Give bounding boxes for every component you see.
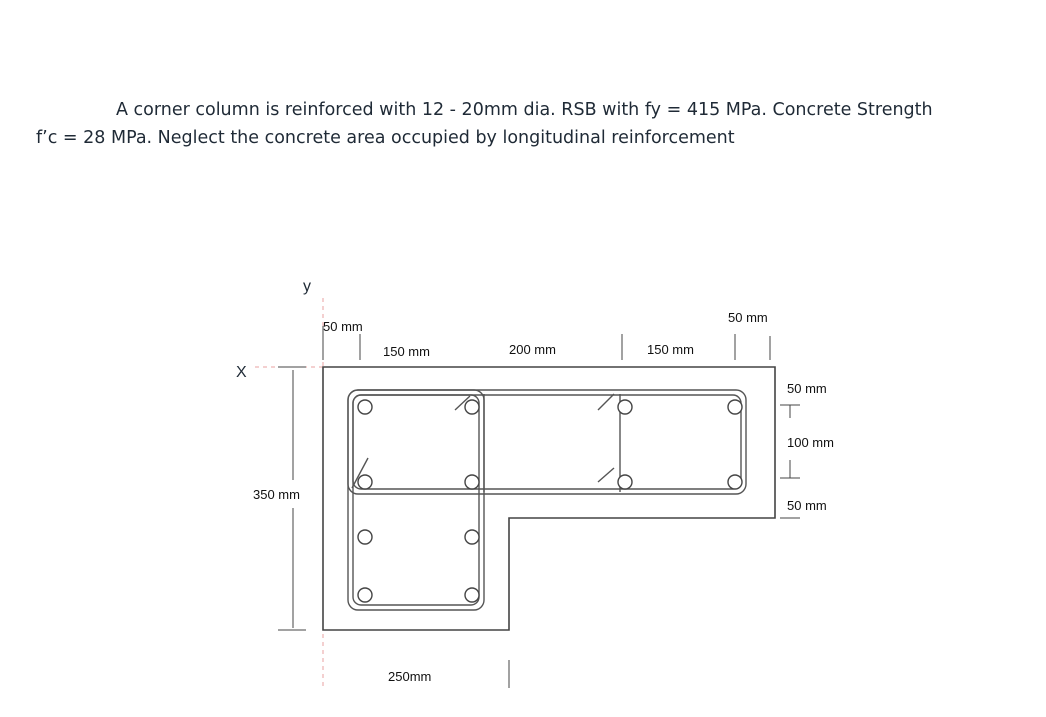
dim-top-right-50: 50 mm: [728, 310, 768, 325]
rebar: [358, 475, 372, 489]
concrete-outline: [323, 367, 775, 630]
dim-top-150-b: 150 mm: [647, 342, 694, 357]
rebar: [358, 400, 372, 414]
dim-top-150-a: 150 mm: [383, 344, 430, 359]
dim-top-left-50: 50 mm: [323, 319, 363, 334]
longitudinal-bars: [358, 400, 742, 602]
rebar: [465, 530, 479, 544]
dim-bottom-250: 250mm: [388, 669, 432, 684]
y-axis-label: y: [303, 278, 311, 295]
rebar: [358, 530, 372, 544]
dim-right-50-bottom: 50 mm: [787, 498, 827, 513]
tie-left-vertical: [348, 390, 484, 610]
rebar: [618, 400, 632, 414]
dim-left-350: 350 mm: [253, 487, 300, 502]
tie-horizontal-inner: [353, 395, 741, 489]
rebar: [465, 588, 479, 602]
tie-horizontal: [348, 390, 746, 494]
tie-left-vertical-inner: [353, 395, 479, 605]
rebar: [358, 588, 372, 602]
rebar: [728, 475, 742, 489]
rebar: [465, 475, 479, 489]
dim-right-100: 100 mm: [787, 435, 834, 450]
x-axis-label: X: [236, 364, 247, 381]
rebar: [465, 400, 479, 414]
problem-line-1: A corner column is reinforced with 12 - 20mm dia. RSB with fy = 415 MPa. Concrete Strength: [116, 100, 933, 120]
dim-top-200: 200 mm: [509, 342, 556, 357]
rebar: [728, 400, 742, 414]
problem-line-2: f’c = 28 MPa. Neglect the concrete area occupied by longitudinal reinforcement: [36, 128, 735, 148]
rebar: [618, 475, 632, 489]
tie-hook-4: [598, 468, 614, 482]
tie-hook-3: [598, 394, 614, 410]
dim-right-50-top: 50 mm: [787, 381, 827, 396]
